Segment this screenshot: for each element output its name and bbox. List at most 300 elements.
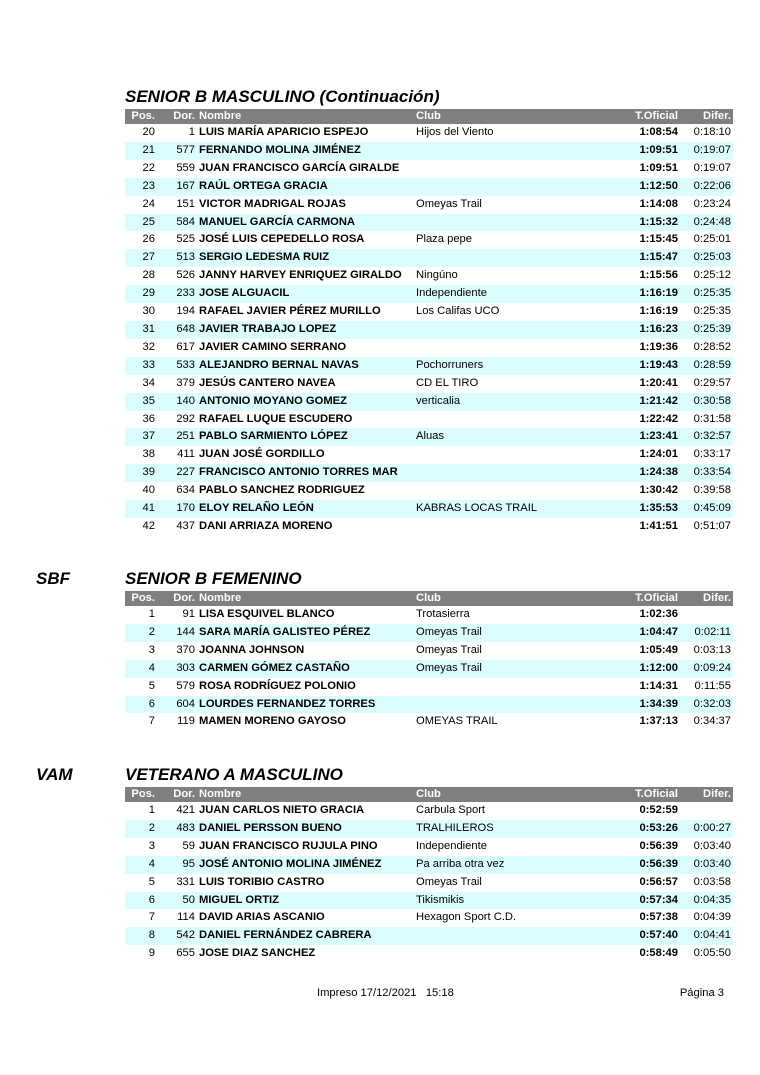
cell-pos: 41 <box>125 500 157 518</box>
cell-club <box>414 411 624 429</box>
results-table <box>125 109 733 536</box>
cell-club: Plaza pepe <box>416 233 472 246</box>
table-row <box>125 482 733 500</box>
section-title: VETERANO A MASCULINO <box>125 765 343 784</box>
cell-dor: 95 <box>157 856 197 874</box>
table-row <box>125 874 733 892</box>
cell-time: 1:16:19 <box>639 305 678 318</box>
cell-dif: 0:04:39 <box>693 911 731 924</box>
cell-time: 1:35:53 <box>624 500 680 518</box>
cell-name: RAFAEL LUQUE ESCUDERO <box>199 412 353 425</box>
cell-dif: 0:09:24 <box>680 660 733 678</box>
cell-dor: 227 <box>157 464 197 482</box>
cell-name: PABLO SANCHEZ RODRIGUEZ <box>199 484 365 497</box>
cell-club: Ningúno <box>416 269 458 282</box>
table-row <box>125 927 733 945</box>
cell-dor: 303 <box>157 660 197 678</box>
cell-dor: 1 <box>188 126 195 138</box>
cell-dor: 233 <box>157 285 197 303</box>
cell-time: 0:52:59 <box>639 804 678 816</box>
table-row <box>125 945 733 963</box>
cell-time: 1:37:13 <box>639 715 678 728</box>
cell-dif: 0:28:59 <box>680 357 733 375</box>
cell-time: 1:20:41 <box>639 376 678 389</box>
column-header-dor: Dor. <box>157 109 197 124</box>
cell-time: 0:53:26 <box>624 820 680 838</box>
cell-club: Los Califas UCO <box>416 305 500 318</box>
table-row <box>125 196 733 214</box>
cell-name: DAVID ARIAS ASCANIO <box>199 911 325 924</box>
cell-name: DANI ARRIAZA MORENO <box>199 519 333 532</box>
cell-club: Aluas <box>414 428 624 446</box>
cell-pos: 7 <box>148 715 155 728</box>
table-row <box>125 838 733 856</box>
cell-dif: 0:28:52 <box>693 340 731 353</box>
cell-time: 1:02:36 <box>639 608 678 620</box>
cell-dor: 194 <box>176 305 195 318</box>
cell-dor: 483 <box>157 820 197 838</box>
column-header-time: T.Oficial <box>624 591 680 606</box>
cell-dif: 0:00:27 <box>680 820 733 838</box>
table-row <box>125 713 733 731</box>
cell-club: Omeyas Trail <box>414 624 624 642</box>
cell-time: 1:34:39 <box>624 696 680 714</box>
cell-time: 1:12:00 <box>624 660 680 678</box>
cell-club <box>414 178 624 196</box>
cell-time: 0:56:39 <box>639 839 678 852</box>
cell-club: Omeyas Trail <box>416 643 482 656</box>
table-row <box>125 267 733 285</box>
cell-name: RAÚL ORTEGA GRACIA <box>197 178 414 196</box>
table-row <box>125 464 733 482</box>
cell-dif: 0:34:37 <box>693 715 731 728</box>
cell-time: 1:09:51 <box>639 161 678 174</box>
cell-dor: 526 <box>176 269 195 282</box>
cell-dor: 251 <box>157 428 197 446</box>
table-row <box>125 231 733 249</box>
cell-club: Carbula Sport <box>416 804 486 816</box>
cell-time: 1:09:51 <box>624 142 680 160</box>
table-row <box>125 428 733 446</box>
cell-name: FRANCISCO ANTONIO TORRES MAR <box>197 464 414 482</box>
table-row <box>125 446 733 464</box>
cell-dif: 0:33:17 <box>693 448 731 461</box>
cell-club: Trotasierra <box>416 608 470 620</box>
cell-time: 1:22:42 <box>639 412 678 425</box>
cell-dor: 151 <box>176 197 195 210</box>
cell-club <box>414 696 624 714</box>
cell-name: ROSA RODRÍGUEZ POLONIO <box>199 679 356 692</box>
table-header-row <box>125 109 733 124</box>
cell-dif: 0:31:58 <box>693 412 731 425</box>
cell-pos: 5 <box>148 875 155 888</box>
section-title: SENIOR B FEMENINO <box>125 569 302 588</box>
column-header-pos: Pos. <box>125 591 157 606</box>
cell-time: 0:57:34 <box>624 892 680 910</box>
cell-time: 1:19:43 <box>624 357 680 375</box>
cell-name: DANIEL FERNÁNDEZ CABRERA <box>197 927 414 945</box>
cell-dif: 0:19:07 <box>680 142 733 160</box>
cell-name: ELOY RELAÑO LEÓN <box>197 500 414 518</box>
cell-pos: 2 <box>125 820 157 838</box>
cell-pos: 32 <box>142 340 155 353</box>
cell-dif: 0:39:58 <box>693 484 731 497</box>
table-row <box>125 214 733 232</box>
cell-pos: 21 <box>125 142 157 160</box>
table-row <box>125 249 733 267</box>
cell-name: JAVIER CAMINO SERRANO <box>199 340 347 353</box>
results-table <box>125 591 733 731</box>
cell-dor: 379 <box>176 376 195 389</box>
table-row <box>125 124 733 142</box>
cell-dif: 0:30:58 <box>680 393 733 411</box>
cell-pos: 2 <box>125 624 157 642</box>
cell-club: Omeyas Trail <box>416 875 482 888</box>
cell-name: SERGIO LEDESMA RUIZ <box>197 249 414 267</box>
cell-pos: 36 <box>142 412 155 425</box>
table-row <box>125 678 733 696</box>
cell-pos: 42 <box>142 519 155 532</box>
cell-club: Pochorruners <box>414 357 624 375</box>
cell-dor: 421 <box>176 804 195 816</box>
cell-dif: 0:32:03 <box>680 696 733 714</box>
table-row <box>125 802 733 820</box>
column-header-dif: Difer. <box>680 787 733 802</box>
cell-time: 1:15:56 <box>639 269 678 282</box>
cell-dif: 0:25:03 <box>680 249 733 267</box>
cell-name: LISA ESQUIVEL BLANCO <box>199 608 335 620</box>
cell-pos: 35 <box>125 393 157 411</box>
table-row <box>125 909 733 927</box>
cell-club: Independiente <box>414 285 624 303</box>
cell-dor: 655 <box>176 947 195 960</box>
cell-club: verticalia <box>414 393 624 411</box>
cell-pos: 33 <box>125 357 157 375</box>
cell-pos: 22 <box>142 161 155 174</box>
cell-club <box>414 464 624 482</box>
cell-pos: 8 <box>125 927 157 945</box>
table-row <box>125 892 733 910</box>
cell-pos: 28 <box>142 269 155 282</box>
cell-club <box>414 678 624 696</box>
cell-time: 0:57:38 <box>639 911 678 924</box>
cell-time: 1:08:54 <box>639 126 678 138</box>
cell-club <box>414 518 624 536</box>
cell-dor: 411 <box>177 448 195 461</box>
column-header-club: Club <box>414 109 624 124</box>
cell-dif: 0:02:11 <box>680 624 733 642</box>
cell-dif: 0:22:06 <box>680 178 733 196</box>
cell-dif: 0:25:35 <box>693 305 731 318</box>
cell-time: 0:56:39 <box>624 856 680 874</box>
table-row <box>125 357 733 375</box>
cell-dor: 542 <box>157 927 197 945</box>
cell-club <box>414 482 624 500</box>
cell-pos: 40 <box>142 484 155 497</box>
cell-dif <box>680 606 733 624</box>
cell-club: Omeyas Trail <box>414 660 624 678</box>
cell-dor: 292 <box>176 412 195 425</box>
cell-time: 1:21:42 <box>624 393 680 411</box>
cell-dif: 0:04:35 <box>680 892 733 910</box>
cell-name: LUIS MARÍA APARICIO ESPEJO <box>199 126 369 138</box>
cell-dor: 144 <box>157 624 197 642</box>
cell-time: 0:58:49 <box>639 947 678 960</box>
cell-name: JOANNA JOHNSON <box>199 643 305 656</box>
cell-time: 1:14:08 <box>639 197 678 210</box>
cell-pos: 39 <box>125 464 157 482</box>
column-header-dif: Difer. <box>680 109 733 124</box>
cell-pos: 24 <box>142 197 155 210</box>
cell-club <box>414 945 624 963</box>
cell-name: JUAN FRANCISCO GARCÍA GIRALDE <box>199 161 400 174</box>
category-code: VAM <box>36 765 73 784</box>
cell-pos: 7 <box>148 911 155 924</box>
cell-time: 1:24:01 <box>639 448 678 461</box>
cell-dif: 0:25:12 <box>693 269 731 282</box>
cell-pos: 23 <box>125 178 157 196</box>
cell-club <box>414 927 624 945</box>
cell-dor: 331 <box>176 875 195 888</box>
cell-dif: 0:23:24 <box>693 197 731 210</box>
table-row <box>125 500 733 518</box>
cell-name: JUAN FRANCISCO RUJULA PINO <box>199 839 378 852</box>
cell-dor: 50 <box>157 892 197 910</box>
column-header-name: Nombre <box>197 787 414 802</box>
category-code: SBF <box>36 569 70 588</box>
table-row <box>125 321 733 339</box>
cell-dif: 0:24:48 <box>680 214 733 232</box>
section-title: SENIOR B MASCULINO (Continuación) <box>125 87 440 106</box>
cell-time: 1:12:50 <box>624 178 680 196</box>
cell-club: Independiente <box>416 839 487 852</box>
cell-time: 1:05:49 <box>639 643 678 656</box>
cell-time: 1:23:41 <box>624 428 680 446</box>
cell-dif: 0:19:07 <box>693 161 731 174</box>
cell-pos: 37 <box>125 428 157 446</box>
cell-time: 1:15:45 <box>639 233 678 246</box>
cell-dif: 0:32:57 <box>680 428 733 446</box>
cell-dor: 513 <box>157 249 197 267</box>
cell-name: DANIEL PERSSON BUENO <box>197 820 414 838</box>
cell-pos: 6 <box>125 696 157 714</box>
table-row <box>125 393 733 411</box>
cell-dif: 0:04:41 <box>680 927 733 945</box>
cell-name: ANTONIO MOYANO GOMEZ <box>197 393 414 411</box>
cell-time: 1:16:19 <box>624 285 680 303</box>
table-row <box>125 606 733 624</box>
cell-name: LOURDES FERNANDEZ TORRES <box>197 696 414 714</box>
column-header-dor: Dor. <box>157 787 197 802</box>
cell-club: CD EL TIRO <box>416 376 479 389</box>
cell-club: KABRAS LOCAS TRAIL <box>414 500 624 518</box>
cell-dor: 634 <box>176 484 195 497</box>
cell-dif: 0:03:13 <box>693 643 731 656</box>
cell-dor: 437 <box>176 519 195 532</box>
column-header-club: Club <box>414 591 624 606</box>
cell-dor: 579 <box>176 679 195 692</box>
cell-dif <box>680 802 733 820</box>
cell-pos: 3 <box>148 839 155 852</box>
cell-name: SARA MARÍA GALISTEO PÉREZ <box>197 624 414 642</box>
cell-dor: 648 <box>157 321 197 339</box>
cell-dif: 0:03:58 <box>693 875 731 888</box>
cell-pos: 3 <box>148 643 155 656</box>
cell-time: 0:56:57 <box>639 875 678 888</box>
cell-name: JUAN JOSÉ GORDILLO <box>199 448 325 461</box>
table-row <box>125 820 733 838</box>
column-header-club: Club <box>414 787 624 802</box>
cell-name: LUIS TORIBIO CASTRO <box>199 875 325 888</box>
cell-dor: 525 <box>176 233 195 246</box>
cell-dor: 59 <box>182 839 195 852</box>
table-header-row <box>125 787 733 802</box>
cell-pos: 26 <box>142 233 155 246</box>
cell-pos: 38 <box>142 448 155 461</box>
cell-pos: 34 <box>142 376 155 389</box>
cell-pos: 27 <box>125 249 157 267</box>
cell-name: PABLO SARMIENTO LÓPEZ <box>197 428 414 446</box>
cell-time: 1:15:47 <box>624 249 680 267</box>
cell-club: Hijos del Viento <box>416 126 494 138</box>
cell-pos: 25 <box>125 214 157 232</box>
cell-dor: 170 <box>157 500 197 518</box>
table-row <box>125 178 733 196</box>
cell-club <box>414 142 624 160</box>
cell-dor: 140 <box>157 393 197 411</box>
cell-dor: 559 <box>176 161 195 174</box>
cell-dor: 604 <box>157 696 197 714</box>
cell-dif: 0:25:01 <box>693 233 731 246</box>
cell-name: FERNANDO MOLINA JIMÉNEZ <box>197 142 414 160</box>
cell-dor: 91 <box>182 608 195 620</box>
cell-time: 1:04:47 <box>624 624 680 642</box>
table-header-row <box>125 591 733 606</box>
cell-name: VICTOR MADRIGAL ROJAS <box>199 197 346 210</box>
cell-time: 1:15:32 <box>624 214 680 232</box>
page-number: Página 3 <box>679 987 724 999</box>
cell-pos: 31 <box>125 321 157 339</box>
cell-name: JUAN CARLOS NIETO GRACIA <box>199 804 365 816</box>
column-header-pos: Pos. <box>125 787 157 802</box>
cell-name: JOSE DIAZ SANCHEZ <box>199 947 316 960</box>
table-row <box>125 696 733 714</box>
table-row <box>125 160 733 178</box>
cell-dif: 0:33:54 <box>680 464 733 482</box>
cell-dif: 0:51:07 <box>693 519 731 532</box>
cell-dif: 0:18:10 <box>693 126 731 138</box>
cell-dor: 119 <box>177 715 195 728</box>
cell-dif: 0:03:40 <box>680 856 733 874</box>
cell-club: OMEYAS TRAIL <box>416 715 498 728</box>
column-header-pos: Pos. <box>125 109 157 124</box>
column-header-name: Nombre <box>197 591 414 606</box>
cell-pos: 6 <box>125 892 157 910</box>
cell-time: 1:24:38 <box>624 464 680 482</box>
cell-dor: 584 <box>157 214 197 232</box>
results-table <box>125 787 733 963</box>
print-timestamp: Impreso 17/12/2021 15:18 <box>317 987 454 999</box>
cell-dif: 0:25:39 <box>680 321 733 339</box>
cell-name: MANUEL GARCÍA CARMONA <box>197 214 414 232</box>
cell-name: JAVIER TRABAJO LOPEZ <box>197 321 414 339</box>
cell-time: 1:14:31 <box>639 679 678 692</box>
cell-time: 1:41:51 <box>639 519 678 532</box>
cell-time: 0:57:40 <box>624 927 680 945</box>
cell-club <box>414 321 624 339</box>
cell-dor: 533 <box>157 357 197 375</box>
cell-name: MAMEN MORENO GAYOSO <box>199 715 346 728</box>
cell-club: Tikismikis <box>414 892 624 910</box>
cell-pos: 4 <box>125 856 157 874</box>
cell-dor: 114 <box>177 911 195 924</box>
cell-name: ALEJANDRO BERNAL NAVAS <box>197 357 414 375</box>
cell-club <box>414 446 624 464</box>
table-row <box>125 660 733 678</box>
cell-dor: 617 <box>176 340 195 353</box>
cell-club: Omeyas Trail <box>416 197 482 210</box>
cell-pos: 30 <box>142 305 155 318</box>
cell-club <box>414 249 624 267</box>
table-row <box>125 518 733 536</box>
cell-name: JANNY HARVEY ENRIQUEZ GIRALDO <box>199 269 402 282</box>
table-row <box>125 624 733 642</box>
column-header-dor: Dor. <box>157 591 197 606</box>
column-header-time: T.Oficial <box>624 109 680 124</box>
cell-dif: 0:45:09 <box>680 500 733 518</box>
cell-dor: 167 <box>157 178 197 196</box>
table-row <box>125 642 733 660</box>
table-row <box>125 856 733 874</box>
cell-time: 1:30:42 <box>639 484 678 497</box>
cell-name: CARMEN GÓMEZ CASTAÑO <box>197 660 414 678</box>
cell-name: MIGUEL ORTIZ <box>197 892 414 910</box>
table-row <box>125 285 733 303</box>
cell-dif: 0:03:40 <box>693 839 731 852</box>
cell-name: JOSE ALGUACIL <box>197 285 414 303</box>
table-row <box>125 303 733 321</box>
cell-name: JOSÉ ANTONIO MOLINA JIMÉNEZ <box>197 856 414 874</box>
cell-pos: 9 <box>148 947 155 960</box>
cell-club: Hexagon Sport C.D. <box>416 911 517 924</box>
table-row <box>125 411 733 429</box>
cell-name: JOSÉ LUIS CEPEDELLO ROSA <box>199 233 365 246</box>
cell-pos: 20 <box>142 126 155 138</box>
cell-dif: 0:05:50 <box>693 947 731 960</box>
cell-pos: 1 <box>148 804 155 816</box>
cell-pos: 5 <box>148 679 155 692</box>
cell-club: Pa arriba otra vez <box>414 856 624 874</box>
column-header-dif: Difer. <box>680 591 733 606</box>
cell-pos: 4 <box>125 660 157 678</box>
cell-name: RAFAEL JAVIER PÉREZ MURILLO <box>199 305 381 318</box>
cell-dor: 370 <box>176 643 195 656</box>
cell-club <box>414 214 624 232</box>
cell-dif: 0:11:55 <box>694 679 731 692</box>
cell-pos: 1 <box>148 608 155 620</box>
cell-club <box>414 160 624 178</box>
cell-time: 1:16:23 <box>624 321 680 339</box>
table-row <box>125 375 733 393</box>
cell-pos: 29 <box>125 285 157 303</box>
cell-time: 1:19:36 <box>639 340 678 353</box>
cell-dif: 0:29:57 <box>693 376 731 389</box>
column-header-time: T.Oficial <box>624 787 680 802</box>
cell-name: JESÚS CANTERO NAVEA <box>199 376 336 389</box>
cell-club: TRALHILEROS <box>414 820 624 838</box>
cell-dor: 577 <box>157 142 197 160</box>
cell-club <box>414 339 624 357</box>
